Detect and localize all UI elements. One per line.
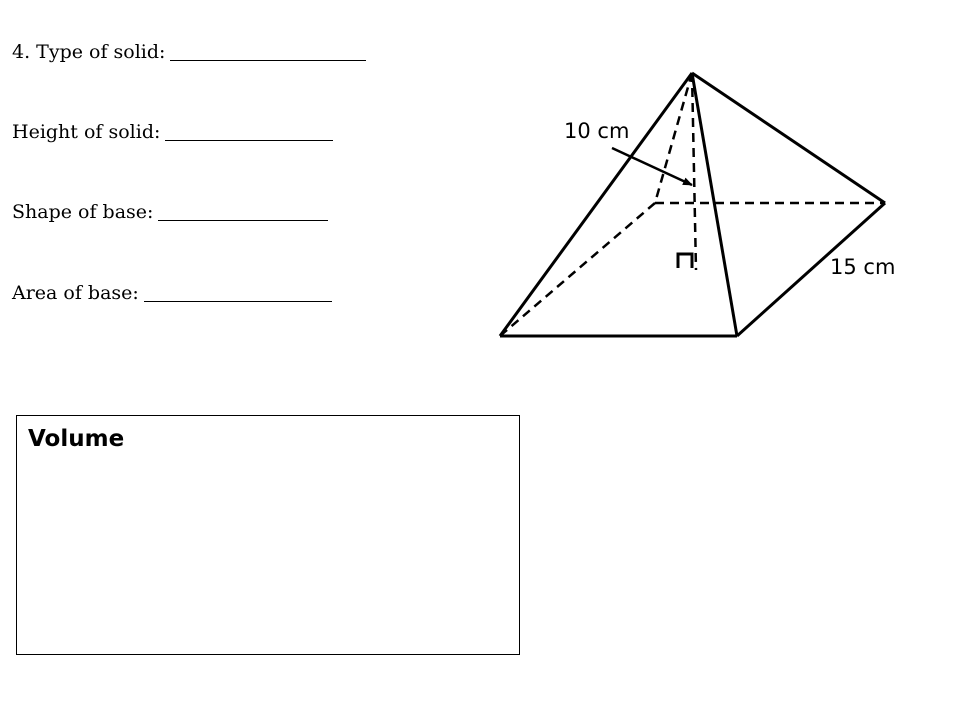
area-of-base-answer-line[interactable]: [144, 283, 332, 302]
shape-of-base-question: [12, 200, 328, 224]
pyramid-hidden-edges: [500, 73, 885, 336]
front-left-lateral-edge: [500, 73, 692, 336]
area-of-base-label: Area of base:: [12, 282, 139, 304]
shape-of-base-label: Shape of base:: [12, 201, 154, 223]
right-angle-marker: [678, 254, 692, 268]
shape-of-base-answer-line[interactable]: [158, 202, 328, 221]
type-of-solid-question: [12, 40, 366, 64]
hidden-base-left-edge: [500, 203, 655, 336]
pyramid-visible-edges: [500, 73, 885, 336]
square-pyramid-diagram: [490, 60, 910, 350]
height-of-solid-question: [12, 120, 333, 144]
back-right-lateral-edge: [692, 73, 885, 203]
height-of-solid-label: Height of solid:: [12, 121, 161, 143]
type-of-solid-answer-line[interactable]: [170, 42, 366, 61]
height-dimension-label: 10 cm: [564, 119, 630, 143]
side-dimension-label: 15 cm: [830, 255, 896, 279]
type-of-solid-label: 4. Type of solid:: [12, 41, 166, 63]
volume-answer-box[interactable]: [16, 415, 520, 655]
front-right-lateral-edge: [692, 73, 737, 336]
height-line: [692, 73, 696, 270]
volume-title: Volume: [28, 426, 125, 452]
area-of-base-question: [12, 281, 332, 305]
height-of-solid-answer-line[interactable]: [165, 122, 333, 141]
